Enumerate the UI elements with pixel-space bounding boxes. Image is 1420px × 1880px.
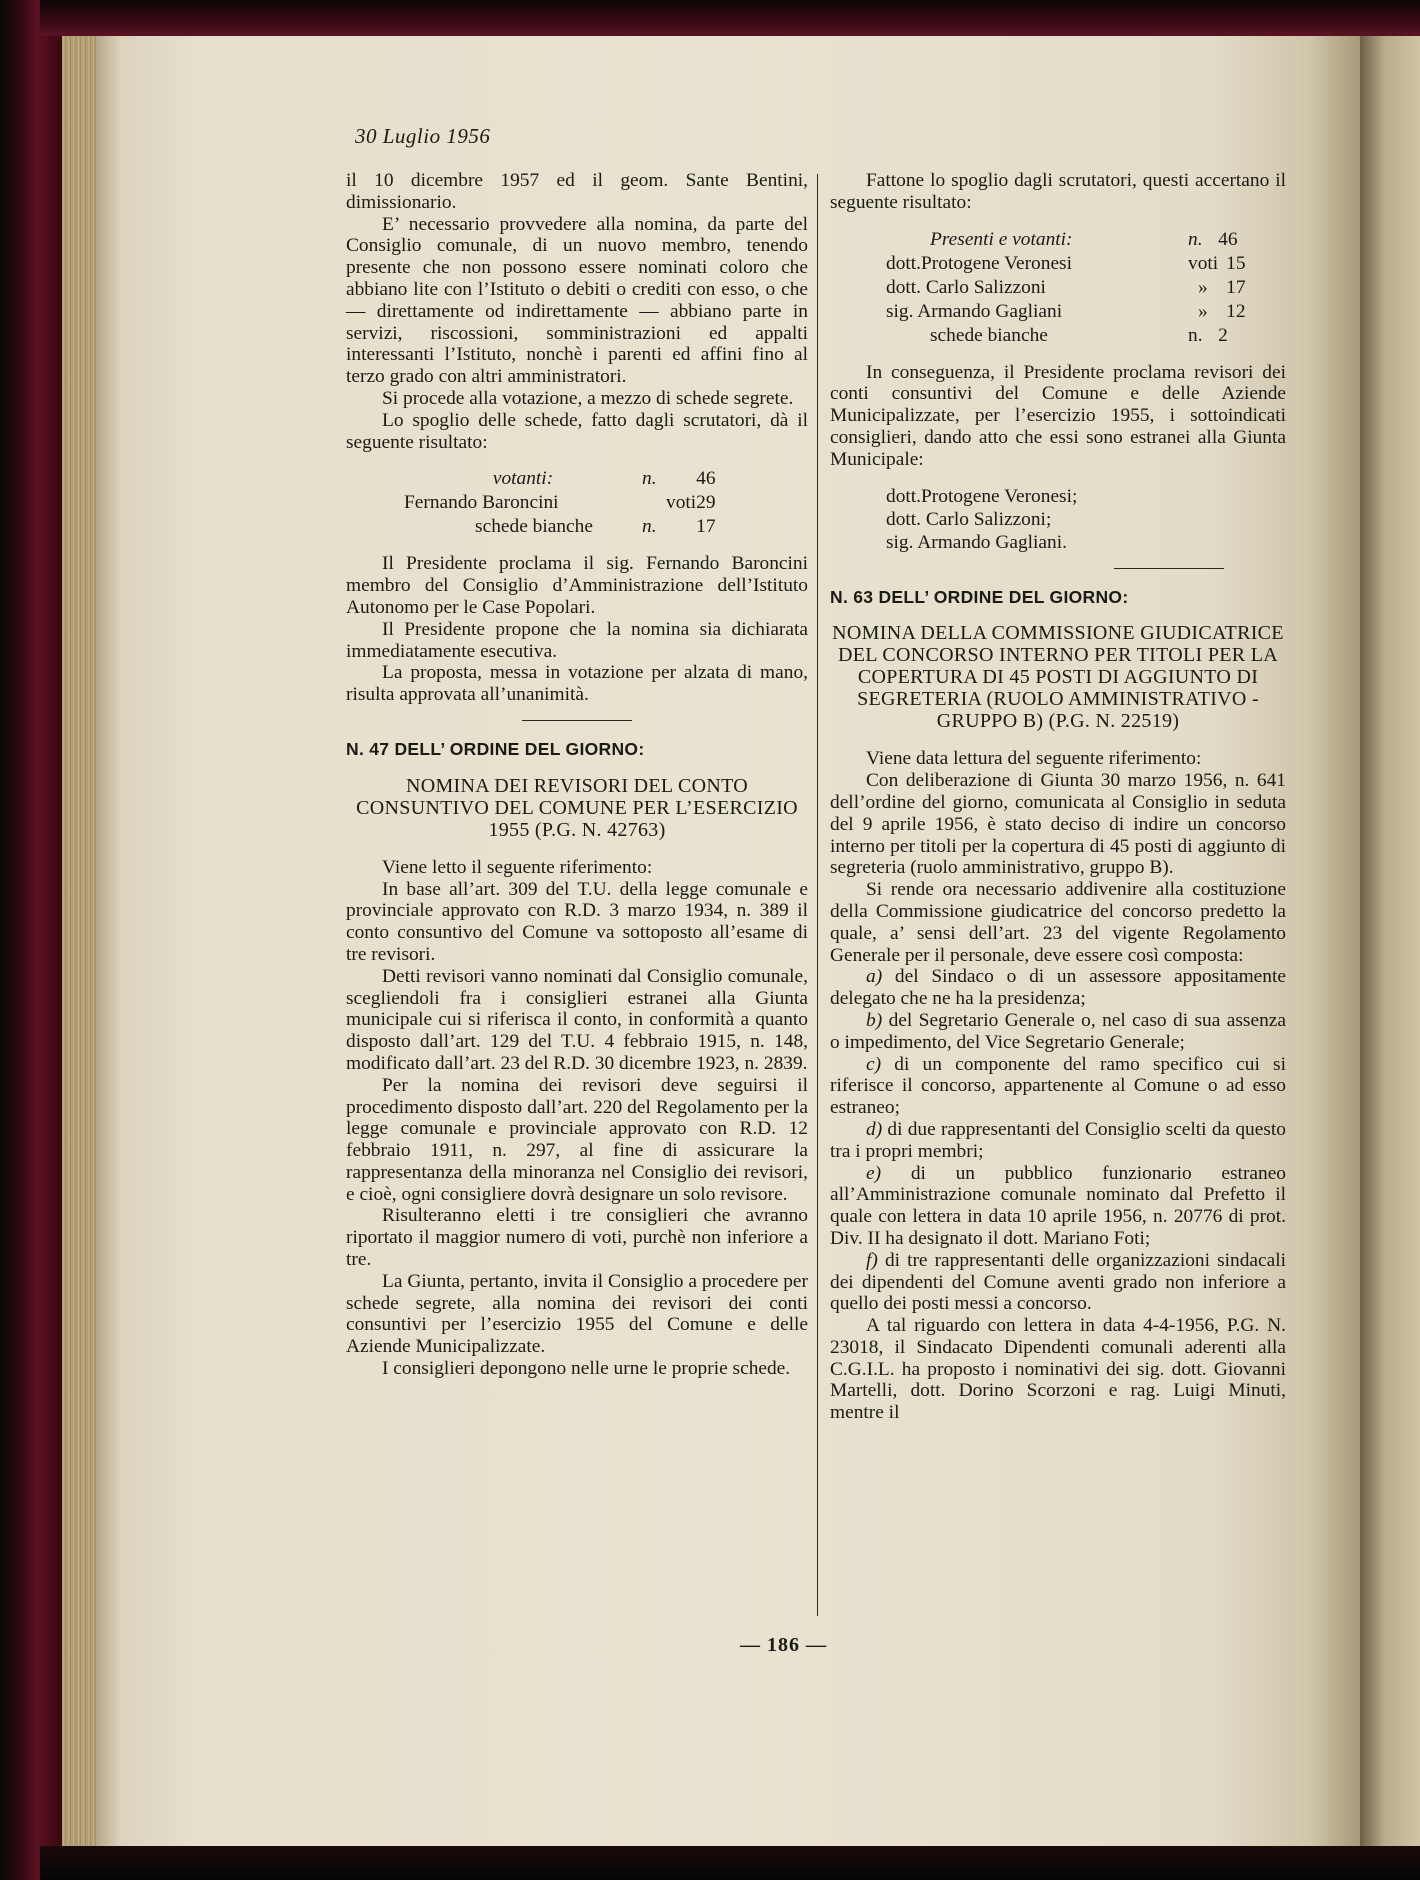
elected-list xyxy=(886,485,1286,554)
list-letter: c) xyxy=(866,1053,882,1075)
tally-row xyxy=(886,324,1246,348)
running-head-date: 30 Luglio 1956 xyxy=(355,124,491,148)
book-binding-top xyxy=(40,0,1420,36)
tally-unit: n. xyxy=(1188,324,1203,346)
tally-unit: n. xyxy=(642,516,657,538)
facing-page-edge xyxy=(1360,36,1420,1846)
tally-row xyxy=(404,467,716,491)
tally-value: 46 xyxy=(696,468,716,490)
list-text: del Sindaco o di un assessore appositamente delegato che ne ha la presidenza; xyxy=(830,966,1286,1010)
vote-tally xyxy=(830,228,1286,348)
paragraph: I consiglieri depongono nelle urne le proprie schede. xyxy=(382,1358,791,1380)
list-item xyxy=(830,1010,1286,1054)
tally-unit: » xyxy=(1198,276,1208,298)
tally-value: 15 xyxy=(1226,252,1246,274)
tally-value: 2 xyxy=(1218,324,1228,346)
list-letter: b) xyxy=(866,1009,883,1031)
paragraph: Il Presidente propone che la nomina sia dichiarata immediatamente esecutiva. xyxy=(346,618,808,662)
tally-value: 17 xyxy=(1226,276,1246,298)
tally-row xyxy=(404,515,716,539)
list-item xyxy=(830,1163,1286,1250)
elected-name: sig. Armando Gagliani. xyxy=(886,531,1067,553)
list-text: di un pubblico funzionario estraneo all’Amministrazione comunale nominato dal Prefetto il quale con lettera in data 10 aprile 1956, n. 20776 di prot. Div. II ha designato il dott. Mariano Foti; xyxy=(830,1162,1287,1249)
tally-value: 12 xyxy=(1226,300,1246,322)
tally-row xyxy=(886,228,1246,252)
tally-label: Fernando Baroncini xyxy=(404,492,559,514)
agenda-item-title: NOMINA DEI REVISORI DEL CONTO CONSUNTIVO DEL COMUNE PER L’ESERCIZIO 1955 (P.G. N. 42763) xyxy=(356,774,798,841)
tally-value: 46 xyxy=(1218,228,1238,250)
agenda-item-heading: N. 63 DELL’ ORDINE DEL GIORNO: xyxy=(830,586,1129,607)
page-number: — 186 — xyxy=(740,1634,827,1656)
list-letter: f) xyxy=(866,1249,878,1271)
paragraph: Viene data lettura del seguente riferimento: xyxy=(866,748,1202,770)
right-column xyxy=(830,170,1286,1424)
tally-unit: voti xyxy=(666,492,697,514)
paragraph: Si rende ora necessario addivenire alla costituzione della Commissione giudicatrice del concorso predetto la quale, a’ sensi dell’art. 23 del vigente Regolamento Generale per il personale, deve essere così composta: xyxy=(830,879,1286,966)
elected-name: dott.Protogene Veronesi; xyxy=(886,485,1078,507)
list-text: di un componente del ramo specifico cui si riferisce il concorso, appartenente al Comune o ad esso estraneo; xyxy=(830,1053,1286,1119)
tally-label: dott. Carlo Salizzoni xyxy=(886,276,1046,298)
paragraph: Per la nomina dei revisori deve seguirsi il procedimento disposto dall’art. 220 del Regolamento per la legge comunale e provinciale approvato con R.D. 12 febbraio 1911, n. 297, al fine di assicurare la rappresentanza della minoranza nel Consiglio dei revisori, e cioè, ogni consigliere dovrà designare un solo revisore. xyxy=(346,1074,808,1205)
paragraph: Lo spoglio delle schede, fatto dagli scrutatori, dà il seguente risultato: xyxy=(346,409,808,453)
tally-label: dott.Protogene Veronesi xyxy=(886,252,1072,274)
tally-row xyxy=(886,276,1246,300)
tally-label: sig. Armando Gagliani xyxy=(886,300,1063,322)
paragraph: In base all’art. 309 del T.U. della legge comunale e provinciale approvato con R.D. 3 marzo 1934, n. 389 il conto consuntivo del Comune va sottoposto all’esame di tre revisori. xyxy=(346,878,808,965)
tally-unit: voti xyxy=(1188,252,1219,274)
list-text: di tre rappresentanti delle organizzazioni sindacali dei dipendenti del Comune aventi grado non inferiore a quello dei posti messi a concorso. xyxy=(830,1249,1286,1315)
tally-value: 29 xyxy=(696,492,716,514)
list-text: di due rappresentanti del Consiglio scelti da questo tra i propri membri; xyxy=(830,1118,1286,1162)
tally-row xyxy=(404,491,716,515)
paragraph: In conseguenza, il Presidente proclama revisori dei conti consuntivi del Comune e delle Aziende Municipalizzate, per l’esercizio 1955, i sottoindicati consiglieri, dando atto che essi sono estranei alla Giunta Municipale: xyxy=(830,361,1286,470)
section-separator xyxy=(522,720,632,721)
paragraph: Detti revisori vanno nominati dal Consiglio comunale, scegliendoli fra i consiglieri estranei alla Giunta municipale cui si riferisca il conto, in conformità a quanto disposto dall’art. 129 del T.U. 4 febbraio 1915, n. 148, modificato dall’art. 23 del R.D. 30 dicembre 1923, n. 2839. xyxy=(346,965,808,1074)
paragraph: Fattone lo spoglio dagli scrutatori, questi accertano il seguente risultato: xyxy=(830,170,1286,213)
paragraph: Il Presidente proclama il sig. Fernando Baroncini membro del Consiglio d’Amministrazione dell’Istituto Autonomo per le Case Popolari. xyxy=(346,553,808,618)
list-item xyxy=(830,966,1286,1010)
column-rule xyxy=(817,174,818,1616)
tally-label: schede bianche xyxy=(930,324,1048,346)
paragraph: A tal riguardo con lettera in data 4-4-1956, P.G. N. 23018, il Sindacato Dipendenti comunali aderenti alla C.G.I.L. ha proposto i nominativi dei sig. dott. Giovanni Martelli, dott. Dorino Scorzoni e rag. Luigi Minuti, mentre il xyxy=(830,1315,1286,1424)
paragraph: E’ necessario provvedere alla nomina, da parte del Consiglio comunale, di un nuovo membro, tenendo presente che non possono essere nominati coloro che abbiano lite con l’Istituto o debiti o crediti con esso, o che — direttamente od indirettamente — abbiano parte in servizi, riscossioni, somministrazioni ed appalti interessanti l’Istituto, nonchè i parenti ed affini fino al terzo grado con altri amministratori. xyxy=(346,213,808,388)
tally-value: 17 xyxy=(696,516,716,538)
book-binding-left xyxy=(0,0,62,1880)
agenda-item-title: NOMINA DELLA COMMISSIONE GIUDICATRICE DEL CONCORSO INTERNO PER TITOLI PER LA COPERTURA DI 45 POSTI DI AGGIUNTO DI SEGRETERIA (RUOLO AMMINISTRATIVO - GRUPPO B) (P.G. N. 22519) xyxy=(832,622,1284,733)
tally-label: schede bianche xyxy=(475,516,593,538)
list-letter: a) xyxy=(866,966,883,988)
book-binding-bottom xyxy=(40,1846,1420,1880)
tally-unit: n. xyxy=(1188,228,1203,250)
paragraph: La proposta, messa in votazione per alzata di mano, risulta approvata all’unanimità. xyxy=(346,662,808,706)
list-letter: d) xyxy=(866,1118,883,1140)
list-text: del Segretario Generale o, nel caso di sua assenza o impedimento, del Vice Segretario Generale; xyxy=(830,1009,1286,1053)
tally-label: votanti: xyxy=(492,468,554,490)
list-item xyxy=(830,1119,1286,1163)
tally-unit: » xyxy=(1198,300,1208,322)
agenda-item-heading: N. 47 DELL’ ORDINE DEL GIORNO: xyxy=(346,738,645,759)
paragraph: Con deliberazione di Giunta 30 marzo 1956, n. 641 dell’ordine del giorno, comunicata al Consiglio in seduta del 9 aprile 1956, è stato deciso di indire un concorso interno per titoli per la copertura di 45 posti di aggiunto di segreteria (ruolo amministrativo, gruppo B). xyxy=(830,770,1286,879)
page-stack-edge xyxy=(62,36,96,1846)
section-separator xyxy=(1114,568,1224,569)
paragraph: Risulteranno eletti i tre consiglieri che avranno riportato il maggior numero di voti, purchè non inferiore a tre. xyxy=(346,1205,808,1271)
paragraph: La Giunta, pertanto, invita il Consiglio a procedere per schede segrete, alla nomina dei revisori dei conti consuntivi per l’esercizio 1955 del Comune e delle Aziende Municipalizzate. xyxy=(346,1270,808,1358)
tally-row xyxy=(886,252,1246,276)
paragraph: Viene letto il seguente riferimento: xyxy=(382,856,653,878)
elected-name: dott. Carlo Salizzoni; xyxy=(886,508,1052,530)
tally-row xyxy=(886,300,1246,324)
tally-label: Presenti e votanti: xyxy=(930,228,1073,250)
list-item xyxy=(830,1250,1286,1315)
paragraph: Si procede alla votazione, a mezzo di schede segrete. xyxy=(382,387,794,409)
left-column xyxy=(346,170,808,1380)
list-letter: e) xyxy=(866,1162,882,1184)
paragraph: il 10 dicembre 1957 ed il geom. Sante Bentini, dimissionario. xyxy=(346,170,808,213)
list-item xyxy=(830,1054,1286,1119)
tally-unit: n. xyxy=(642,468,657,490)
vote-tally xyxy=(346,467,808,539)
